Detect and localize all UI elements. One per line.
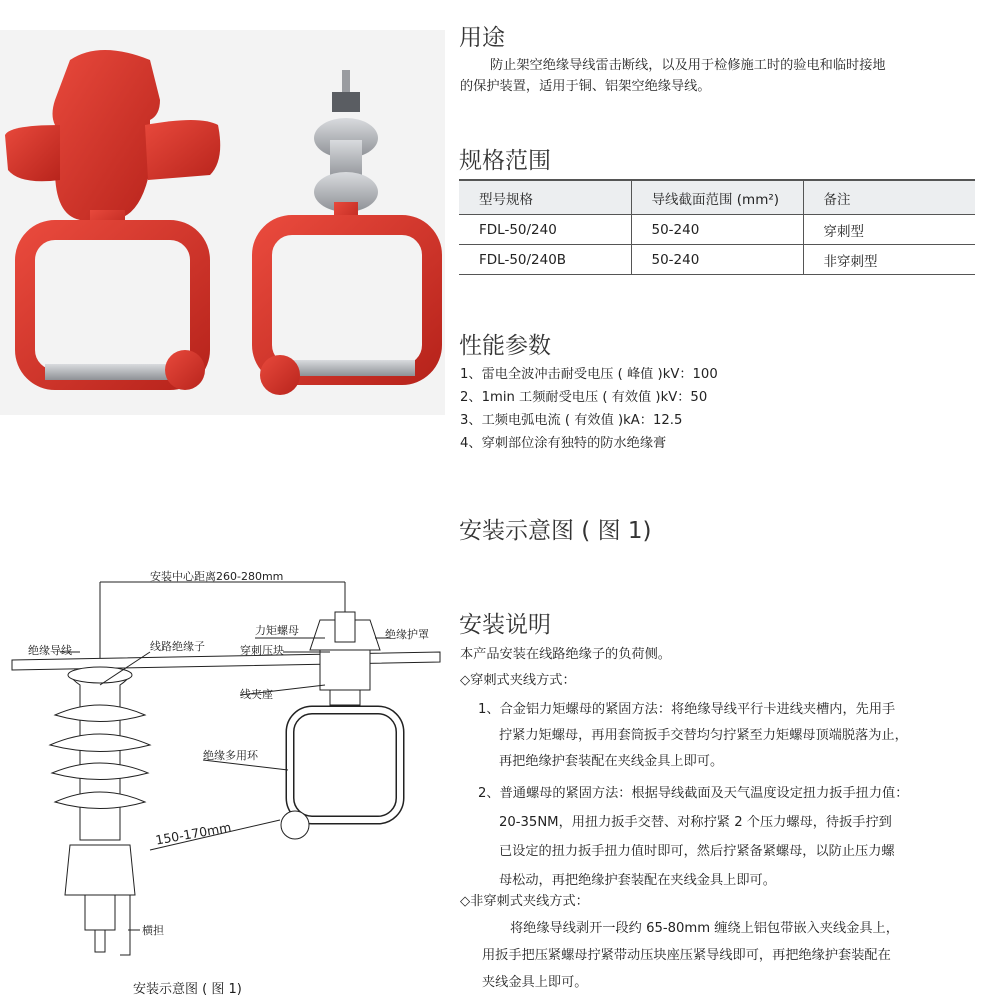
install-paragraph-3 (482, 915, 899, 996)
paragraph-line: 再把绝缘护套装配在夹线金具上即可。 (499, 754, 724, 769)
table-row (459, 215, 975, 245)
spec-header-note: 备注 (803, 180, 975, 215)
perf-item: 1、雷电全波冲击耐受电压 ( 峰值 )kV：100 (460, 367, 718, 382)
perf-heading: 性能参数 (459, 333, 551, 359)
label-pierce-block: 穿刺压块 (240, 644, 284, 657)
spec-cell: FDL-50/240B (459, 245, 631, 275)
spec-header-model: 型号规格 (459, 180, 631, 215)
nonpierce-clamp-image (260, 70, 432, 395)
label-wire: 绝缘导线 (28, 644, 72, 657)
label-cover: 绝缘护罩 (385, 628, 429, 641)
diagram-heading: 安装示意图 ( 图 1) (459, 518, 652, 544)
spec-table (459, 179, 975, 275)
paragraph-line: 将绝缘导线剥开一段约 65-80mm 缠绕上铝包带嵌入夹线金具上， (510, 921, 899, 936)
diagram-caption: 安装示意图 ( 图 1) (133, 982, 242, 997)
spec-cell: FDL-50/240 (459, 215, 631, 245)
paragraph-line: 夹线金具上即可。 (482, 975, 588, 990)
usage-line-1: 防止架空绝缘导线雷击断线，以及用于检修施工时的验电和临时接地 (490, 58, 886, 73)
spec-header-range: 导线截面范围 (mm²) (631, 180, 803, 215)
paragraph-line: 1、合金铝力矩螺母的紧固方法：将绝缘导线平行卡进线夹槽内，先用手 (478, 702, 896, 717)
install-paragraph-2 (478, 779, 908, 895)
usage-line-2: 的保护装置，适用于铜、铝架空绝缘导线。 (460, 79, 711, 94)
install-diagram (0, 560, 450, 980)
spec-cell: 穿刺型 (803, 215, 975, 245)
perf-item: 4、穿刺部位涂有独特的防水绝缘膏 (460, 436, 667, 451)
pierce-method-title: ◇穿刺式夹线方式： (460, 673, 576, 688)
spec-header-row (459, 180, 975, 215)
label-clamp-seat: 线夹座 (240, 688, 273, 701)
product-illustration (0, 30, 445, 415)
paragraph-line: 用扳手把压紧螺母拧紧带动压块座压紧导线即可，再把绝缘护套装配在 (482, 948, 891, 963)
spec-cell: 50-240 (631, 245, 803, 275)
spec-cell: 50-240 (631, 215, 803, 245)
perf-item: 3、工频电弧电流 ( 有效值 )kA：12.5 (460, 413, 683, 428)
nonpierce-method-title: ◇非穿刺式夹线方式： (460, 894, 589, 909)
paragraph-line: 母松动，再把绝缘护套装配在夹线金具上即可。 (499, 873, 776, 888)
product-photo (0, 30, 445, 415)
spec-heading: 规格范围 (459, 148, 551, 174)
paragraph-line: 2、普通螺母的紧固方法：根据导线截面及天气温度设定扭力扳手扭力值： (478, 786, 909, 801)
label-torque-nut: 力矩螺母 (255, 624, 299, 637)
install-paragraph-1 (478, 697, 908, 775)
paragraph-line: 20-35NM，用扭力扳手交替、对称拧紧 2 个压力螺母，待扳手拧到 (499, 815, 892, 830)
paragraph-line: 拧紧力矩螺母，再用套筒扳手交替均匀拧紧至力矩螺母顶端脱落为止， (499, 728, 908, 743)
label-ring: 绝缘多用环 (203, 749, 258, 762)
install-intro: 本产品安装在线路绝缘子的负荷侧。 (460, 647, 671, 662)
table-row (459, 245, 975, 275)
spec-cell: 非穿刺型 (803, 245, 975, 275)
label-insulator: 线路绝缘子 (150, 640, 205, 653)
paragraph-line: 已设定的扭力扳手扭力值时即可，然后拧紧备紧螺母，以防止压力螺 (499, 844, 895, 859)
usage-heading: 用途 (459, 25, 505, 51)
install-heading: 安装说明 (459, 612, 551, 638)
label-crossarm: 横担 (142, 924, 164, 937)
install-diagram-drawing (0, 560, 450, 980)
pierce-clamp-image (5, 50, 220, 390)
label-center-distance: 安装中心距离260-280mm (150, 570, 284, 583)
perf-item: 2、1min 工频耐受电压 ( 有效值 )kV：50 (460, 390, 708, 405)
label-distance-2: 150-170mm (154, 819, 233, 848)
